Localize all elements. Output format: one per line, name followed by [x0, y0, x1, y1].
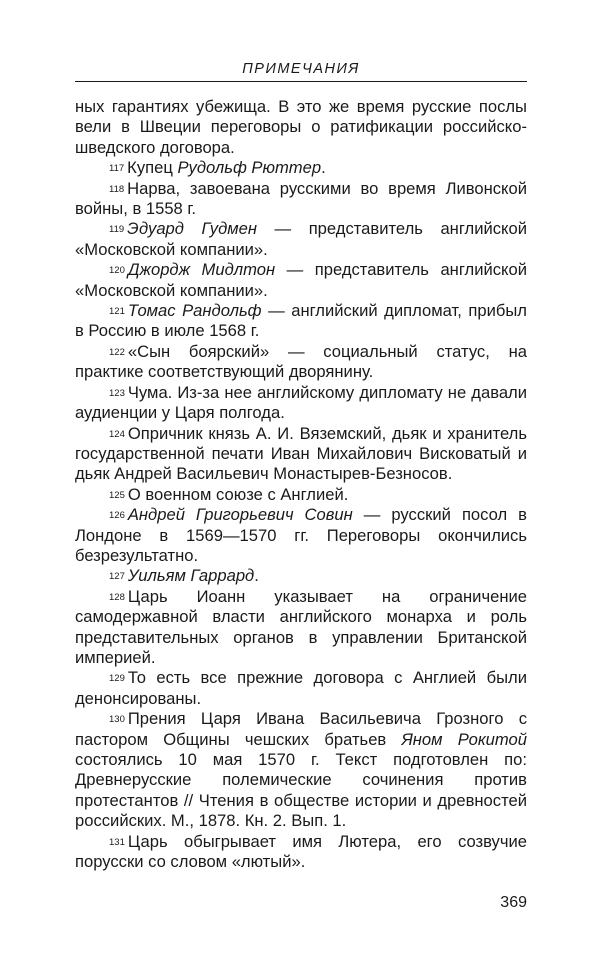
note-118	[75, 179, 527, 220]
note-person-name: Томас Рандольф	[127, 301, 262, 321]
note-person-name: Рудольф Рюттер	[177, 158, 322, 178]
note-number: 119	[109, 224, 125, 236]
note-number: 131	[109, 836, 125, 848]
note-number: 121	[109, 306, 125, 318]
note-number: 117	[109, 163, 125, 175]
note-person-name: Уильям Гаррард	[127, 566, 255, 586]
note-120	[75, 260, 527, 301]
note-text: — английский дипломат, прибыл в Россию в июле 1568 г.	[75, 301, 527, 341]
note-text: О военном союзе с Англией.	[127, 484, 349, 504]
header-rule	[75, 81, 527, 82]
note-122	[75, 342, 527, 383]
continuation-paragraph: ных гарантиях убежища. В это же время русские послы вели в Швеции переговоры о ратификации российско-шведского договора.	[75, 97, 527, 157]
note-127	[75, 566, 527, 586]
note-text: Опричник князь А. И. Вяземский, дьяк и хранитель государственной печати Иван Михайлович Висковатый и дьяк Андрей Васильевич Монастырев-Безносов.	[75, 423, 527, 484]
note-person-name: Джордж Мидлтон	[127, 260, 276, 280]
note-number: 130	[109, 714, 125, 726]
note-text: — русский посол в Лондоне в 1569—1570 гг. Переговоры окончились безрезультатно.	[75, 505, 527, 565]
note-129	[75, 668, 527, 709]
note-125	[75, 485, 527, 505]
note-text: Нарва, завоевана русскими во время Ливонской войны, в 1558 г.	[75, 178, 527, 219]
note-number: 127	[109, 571, 125, 583]
note-text: — представитель английской «Московской компании».	[75, 260, 527, 300]
page-number: 369	[500, 894, 527, 911]
note-person-name: Яном Рокитой	[401, 729, 527, 749]
note-131	[75, 832, 527, 873]
note-text: Прения Царя Ивана Васильевича Грозного с пастором Общины чешских братьев	[75, 709, 527, 749]
note-number: 124	[109, 428, 125, 440]
note-number: 125	[109, 489, 125, 501]
note-126	[75, 505, 527, 566]
note-123	[75, 383, 527, 424]
note-128	[75, 587, 527, 669]
note-number: 120	[109, 265, 125, 277]
note-text: «Сын боярский» — социальный статус, на практике соответствующий дворянину.	[75, 341, 527, 382]
note-text: .	[321, 158, 326, 178]
note-number: 129	[109, 673, 125, 685]
note-121	[75, 301, 527, 342]
note-text: То есть все прежние договора с Англией были денонсированы.	[75, 668, 527, 708]
note-number: 126	[109, 510, 125, 522]
note-number: 118	[109, 183, 125, 195]
note-124	[75, 424, 527, 485]
note-number: 122	[109, 346, 125, 358]
note-text: Купец	[127, 158, 173, 178]
notes-body	[75, 97, 527, 872]
note-117	[75, 158, 527, 178]
note-number: 123	[109, 387, 125, 399]
running-title: ПРИМЕЧАНИЯ	[242, 61, 360, 77]
note-text: Чума. Из-за нее английскому дипломату не давали аудиенции у Царя полгода.	[75, 382, 527, 423]
note-text: Царь обыгрывает имя Лютера, его созвучие порусски со словом «лютый».	[75, 831, 527, 872]
note-130	[75, 709, 527, 831]
note-text: — представитель английской «Московской компании».	[75, 219, 527, 259]
note-119	[75, 219, 527, 260]
note-person-name: Эдуард Гудмен	[127, 219, 257, 239]
note-text: Царь Иоанн указывает на ограничение самодержавной власти английского монарха и роль представительных органов в управлении Британской империей.	[75, 586, 527, 667]
note-person-name: Андрей Григорьевич Совин	[127, 505, 353, 525]
note-number: 128	[109, 591, 125, 603]
note-text: состоялись 10 мая 1570 г. Текст подготовлен по: Древнерусские полемические сочинения против протестантов // Чтения в обществе истории и древностей российских. М., 1878. Кн. 2. Вып. 1.	[75, 750, 527, 831]
note-text: .	[254, 566, 259, 586]
